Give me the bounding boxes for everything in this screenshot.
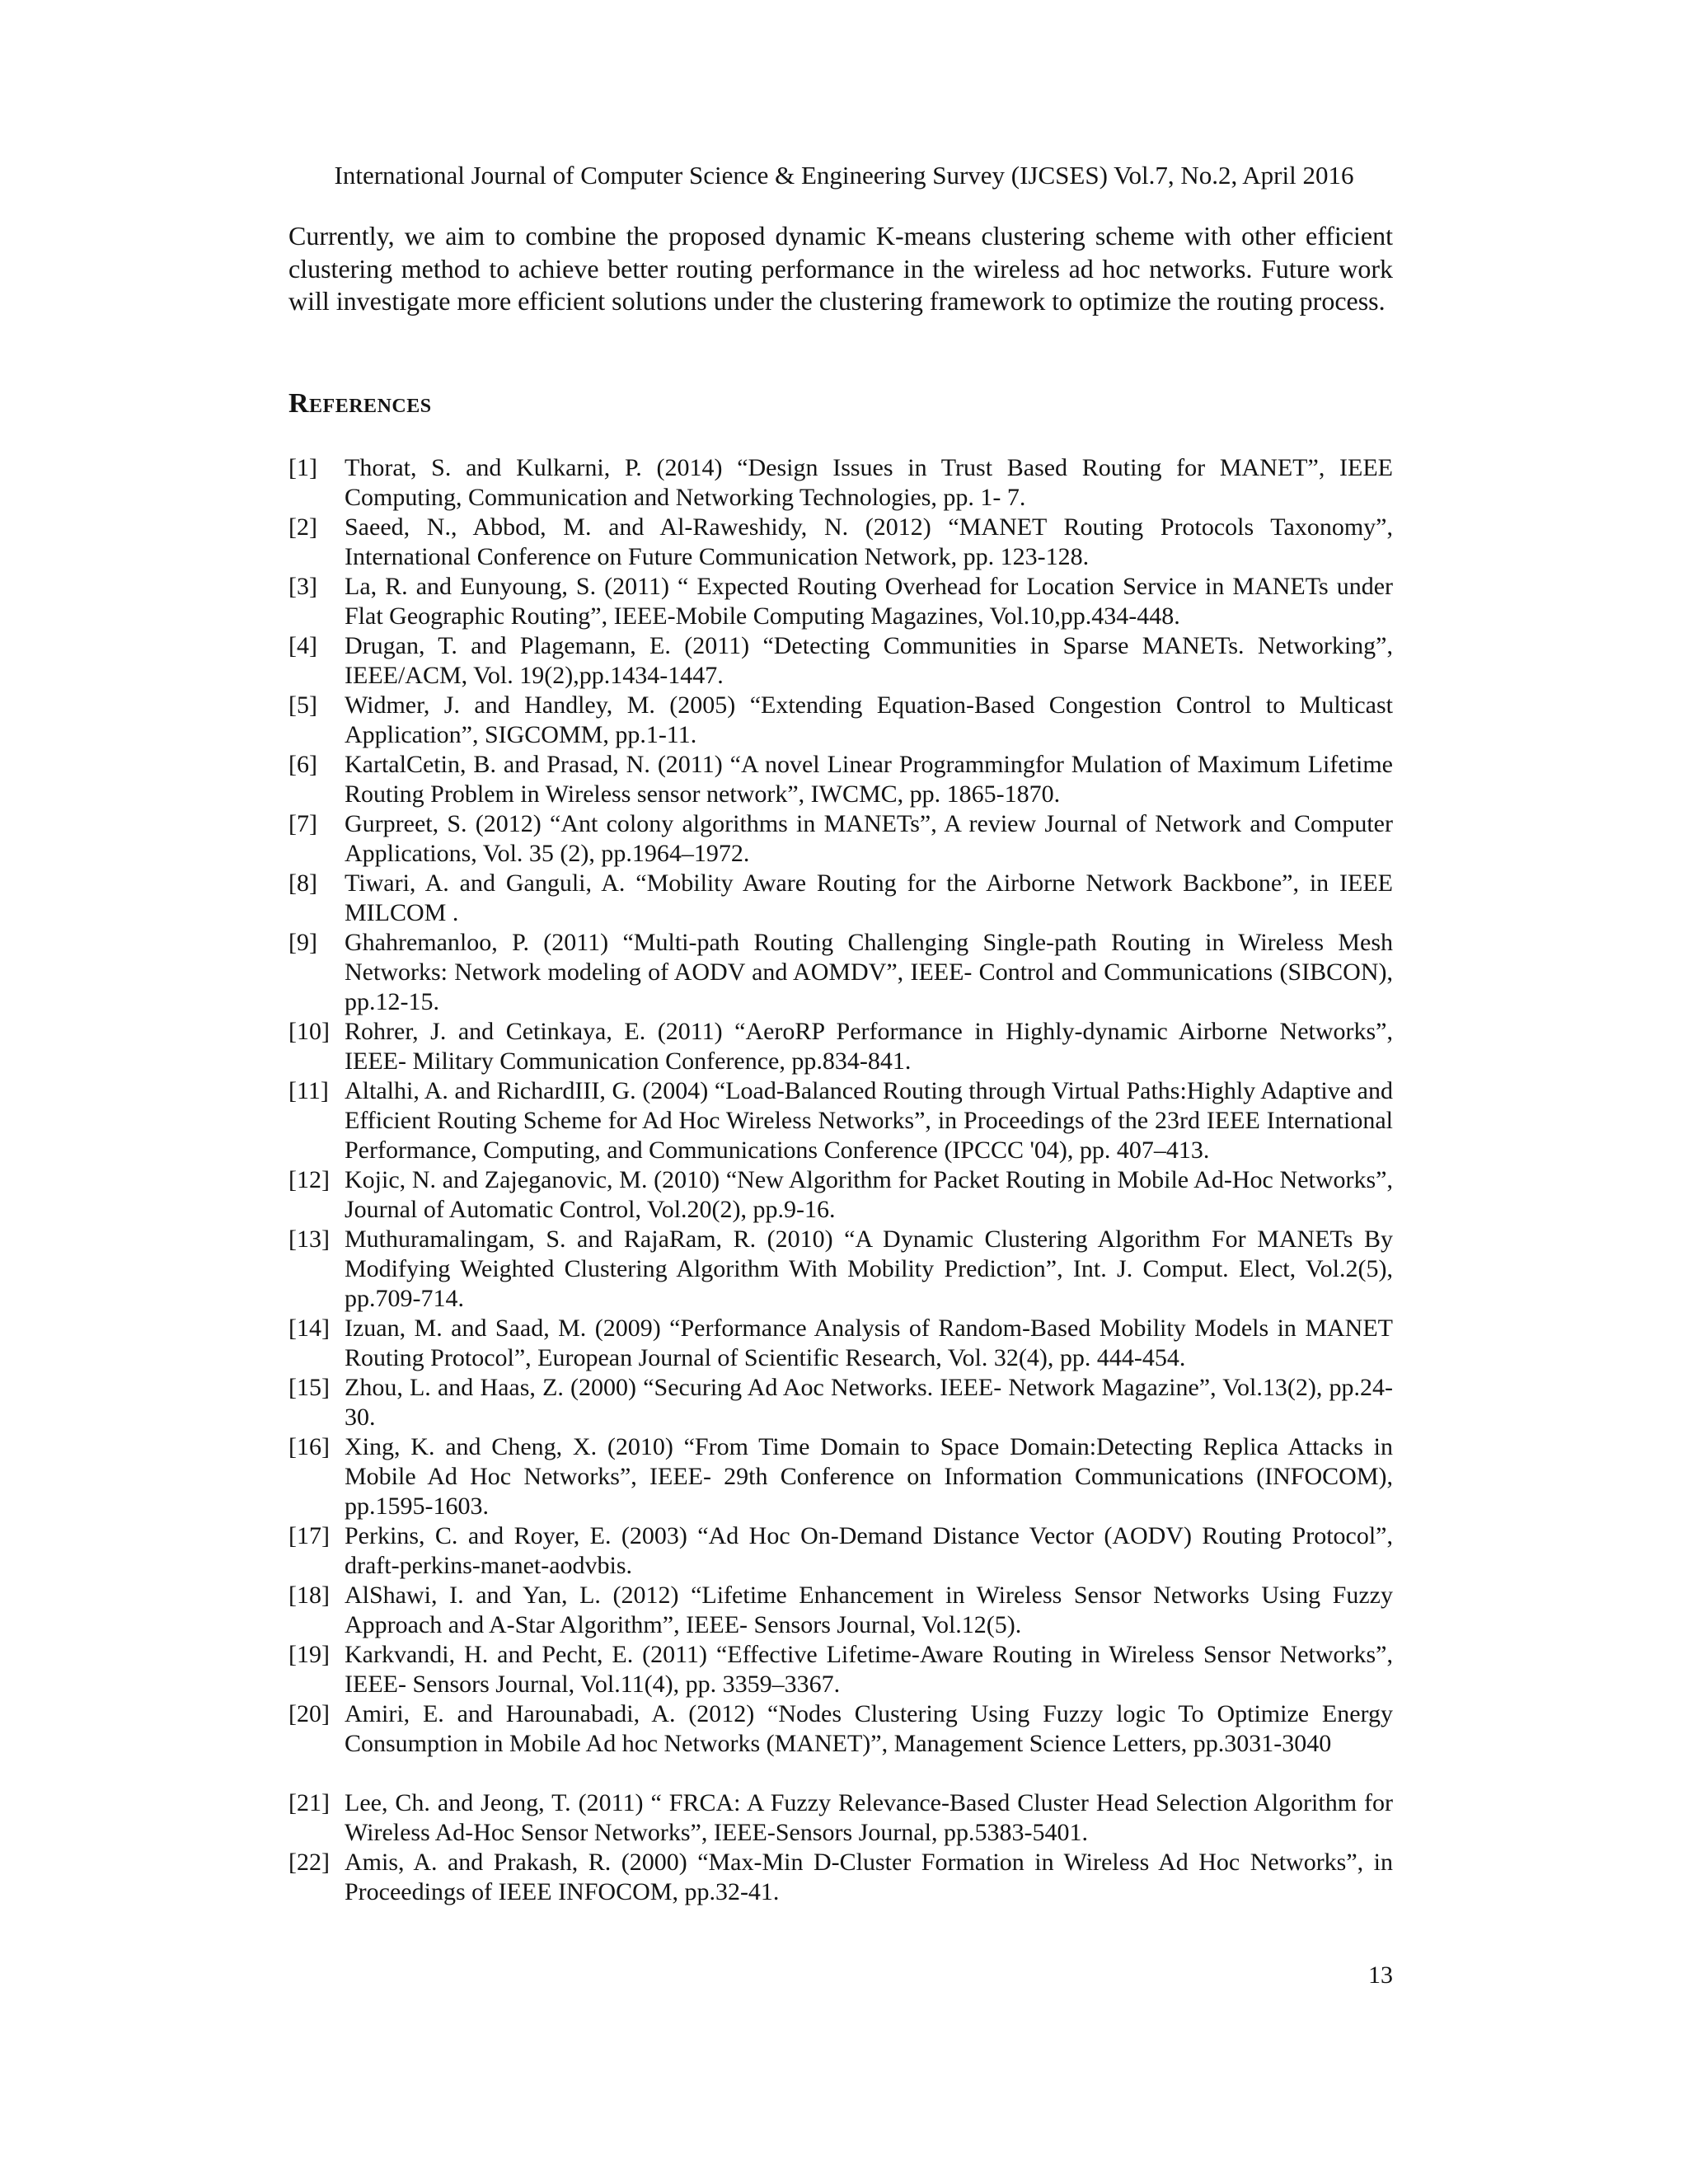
reference-number: [5] bbox=[288, 691, 317, 719]
reference-item-20 bbox=[288, 1699, 1393, 1759]
reference-number: [4] bbox=[288, 632, 317, 659]
reference-item-7 bbox=[288, 809, 1393, 869]
reference-number: [18] bbox=[288, 1582, 330, 1609]
reference-text: Lee, Ch. and Jeong, T. (2011) “ FRCA: A Fuzzy Relevance-Based Cluster Head Selection Algorithm for Wireless Ad-Hoc Sensor Networks”, IEEE-Sensors Journal, pp.5383-5401. bbox=[345, 1789, 1393, 1846]
reference-number: [3] bbox=[288, 573, 317, 600]
reference-text: Zhou, L. and Haas, Z. (2000) “Securing Ad Aoc Networks. IEEE- Network Magazine”, Vol.13(2), pp.24-30. bbox=[345, 1374, 1393, 1431]
journal-header: International Journal of Computer Science & Engineering Survey (IJCSES) Vol.7, No.2, April 2016 bbox=[334, 161, 1354, 190]
reference-number: [13] bbox=[288, 1226, 330, 1253]
reference-number: [6] bbox=[288, 751, 317, 778]
reference-number: [9] bbox=[288, 929, 317, 956]
reference-text: Kojic, N. and Zajeganovic, M. (2010) “New Algorithm for Packet Routing in Mobile Ad-Hoc Networks”, Journal of Automatic Control, Vol.20(2), pp.9-16. bbox=[345, 1166, 1393, 1223]
reference-number: [16] bbox=[288, 1433, 330, 1460]
reference-item-2 bbox=[288, 513, 1393, 572]
reference-item-1 bbox=[288, 453, 1393, 513]
reference-text: KartalCetin, B. and Prasad, N. (2011) “A novel Linear Programmingfor Mulation of Maximum Lifetime Routing Problem in Wireless sensor network”, IWCMC, pp. 1865-1870. bbox=[345, 751, 1393, 808]
reference-item-16 bbox=[288, 1432, 1393, 1521]
reference-item-10 bbox=[288, 1017, 1393, 1076]
reference-number: [17] bbox=[288, 1522, 330, 1549]
reference-number: [22] bbox=[288, 1849, 330, 1876]
reference-number: [7] bbox=[288, 810, 317, 837]
reference-item-13 bbox=[288, 1225, 1393, 1314]
reference-item-14 bbox=[288, 1314, 1393, 1373]
reference-number: [10] bbox=[288, 1018, 330, 1045]
conclusion-paragraph: Currently, we aim to combine the proposed dynamic K-means clustering scheme with other efficient clustering method to achieve better routing performance in the wireless ad hoc networks. Future work will investigate more efficient solutions under the clustering framework to optimize the routing process. bbox=[288, 221, 1393, 316]
reference-text: Izuan, M. and Saad, M. (2009) “Performance Analysis of Random-Based Mobility Models in MANET Routing Protocol”, European Journal of Scientific Research, Vol. 32(4), pp. 444-454. bbox=[345, 1315, 1393, 1371]
reference-number: [14] bbox=[288, 1315, 330, 1342]
reference-item-15 bbox=[288, 1373, 1393, 1432]
reference-text: Amiri, E. and Harounabadi, A. (2012) “Nodes Clustering Using Fuzzy logic To Optimize Energy Consumption in Mobile Ad hoc Networks (MANET)”, Management Science Letters, pp.3031-3040 bbox=[345, 1700, 1393, 1757]
reference-number: [19] bbox=[288, 1641, 330, 1668]
reference-item-19 bbox=[288, 1640, 1393, 1699]
reference-item-6 bbox=[288, 750, 1393, 809]
reference-number: [21] bbox=[288, 1789, 330, 1816]
reference-item-3 bbox=[288, 572, 1393, 631]
reference-text: Altalhi, A. and RichardIII, G. (2004) “Load-Balanced Routing through Virtual Paths:Highly Adaptive and Efficient Routing Scheme for Ad Hoc Wireless Networks”, in Proceedings of the 23rd IEEE International Performance, Computing, and Communications Conference (IPCCC '04), pp. 407–413. bbox=[345, 1077, 1393, 1164]
reference-text: Saeed, N., Abbod, M. and Al-Raweshidy, N. (2012) “MANET Routing Protocols Taxonomy”, International Conference on Future Communication Network, pp. 123-128. bbox=[345, 513, 1393, 570]
reference-item-22 bbox=[288, 1848, 1393, 1907]
reference-item-9 bbox=[288, 928, 1393, 1017]
reference-text: Rohrer, J. and Cetinkaya, E. (2011) “AeroRP Performance in Highly-dynamic Airborne Networks”, IEEE- Military Communication Conference, pp.834-841. bbox=[345, 1018, 1393, 1075]
reference-item-5 bbox=[288, 691, 1393, 750]
reference-list bbox=[288, 453, 1393, 1907]
reference-text: Amis, A. and Prakash, R. (2000) “Max-Min D-Cluster Formation in Wireless Ad Hoc Networks”, in Proceedings of IEEE INFOCOM, pp.32-41. bbox=[345, 1849, 1393, 1905]
reference-text: Karkvandi, H. and Pecht, E. (2011) “Effective Lifetime-Aware Routing in Wireless Sensor Networks”, IEEE- Sensors Journal, Vol.11(4), pp. 3359–3367. bbox=[345, 1641, 1393, 1698]
reference-number: [2] bbox=[288, 513, 317, 541]
reference-item-8 bbox=[288, 869, 1393, 928]
reference-item-17 bbox=[288, 1521, 1393, 1581]
reference-text: Drugan, T. and Plagemann, E. (2011) “Detecting Communities in Sparse MANETs. Networking”, IEEE/ACM, Vol. 19(2),pp.1434-1447. bbox=[345, 632, 1393, 689]
reference-number: [12] bbox=[288, 1166, 330, 1193]
reference-number: [20] bbox=[288, 1700, 330, 1727]
reference-item-4 bbox=[288, 631, 1393, 691]
reference-text: Thorat, S. and Kulkarni, P. (2014) “Design Issues in Trust Based Routing for MANET”, IEEE Computing, Communication and Networking Technologies, pp. 1- 7. bbox=[345, 454, 1393, 511]
reference-text: Muthuramalingam, S. and RajaRam, R. (2010) “A Dynamic Clustering Algorithm For MANETs By Modifying Weighted Clustering Algorithm With Mobility Prediction”, Int. J. Comput. Elect, Vol.2(5), pp.709-714. bbox=[345, 1226, 1393, 1312]
reference-number: [1] bbox=[288, 454, 317, 481]
reference-text: Xing, K. and Cheng, X. (2010) “From Time Domain to Space Domain:Detecting Replica Attacks in Mobile Ad Hoc Networks”, IEEE- 29th Conference on Information Communications (INFOCOM), pp.1595-1603. bbox=[345, 1433, 1393, 1520]
reference-item-11 bbox=[288, 1076, 1393, 1165]
reference-number: [11] bbox=[288, 1077, 329, 1104]
reference-text: Ghahremanloo, P. (2011) “Multi-path Routing Challenging Single-path Routing in Wireless Mesh Networks: Network modeling of AODV and AOMDV”, IEEE- Control and Communications (SIBCON), pp.12-15. bbox=[345, 929, 1393, 1015]
reference-text: Widmer, J. and Handley, M. (2005) “Extending Equation-Based Congestion Control to Multicast Application”, SIGCOMM, pp.1-11. bbox=[345, 691, 1393, 748]
reference-text: Perkins, C. and Royer, E. (2003) “Ad Hoc On-Demand Distance Vector (AODV) Routing Protocol”, draft-perkins-manet-aodvbis. bbox=[345, 1522, 1393, 1579]
page-number: 13 bbox=[1368, 1961, 1393, 1989]
reference-item-12 bbox=[288, 1165, 1393, 1225]
reference-text: AlShawi, I. and Yan, L. (2012) “Lifetime Enhancement in Wireless Sensor Networks Using Fuzzy Approach and A-Star Algorithm”, IEEE- Sensors Journal, Vol.12(5). bbox=[345, 1582, 1393, 1638]
reference-item-21 bbox=[288, 1788, 1393, 1848]
reference-number: [8] bbox=[288, 869, 317, 897]
reference-number: [15] bbox=[288, 1374, 330, 1401]
reference-text: Gurpreet, S. (2012) “Ant colony algorithms in MANETs”, A review Journal of Network and Computer Applications, Vol. 35 (2), pp.1964–1972. bbox=[345, 810, 1393, 867]
references-heading: References bbox=[288, 388, 432, 419]
reference-item-18 bbox=[288, 1581, 1393, 1640]
reference-text: La, R. and Eunyoung, S. (2011) “ Expected Routing Overhead for Location Service in MANETs under Flat Geographic Routing”, IEEE-Mobile Computing Magazines, Vol.10,pp.434-448. bbox=[345, 573, 1393, 630]
reference-text: Tiwari, A. and Ganguli, A. “Mobility Aware Routing for the Airborne Network Backbone”, in IEEE MILCOM . bbox=[345, 869, 1393, 926]
